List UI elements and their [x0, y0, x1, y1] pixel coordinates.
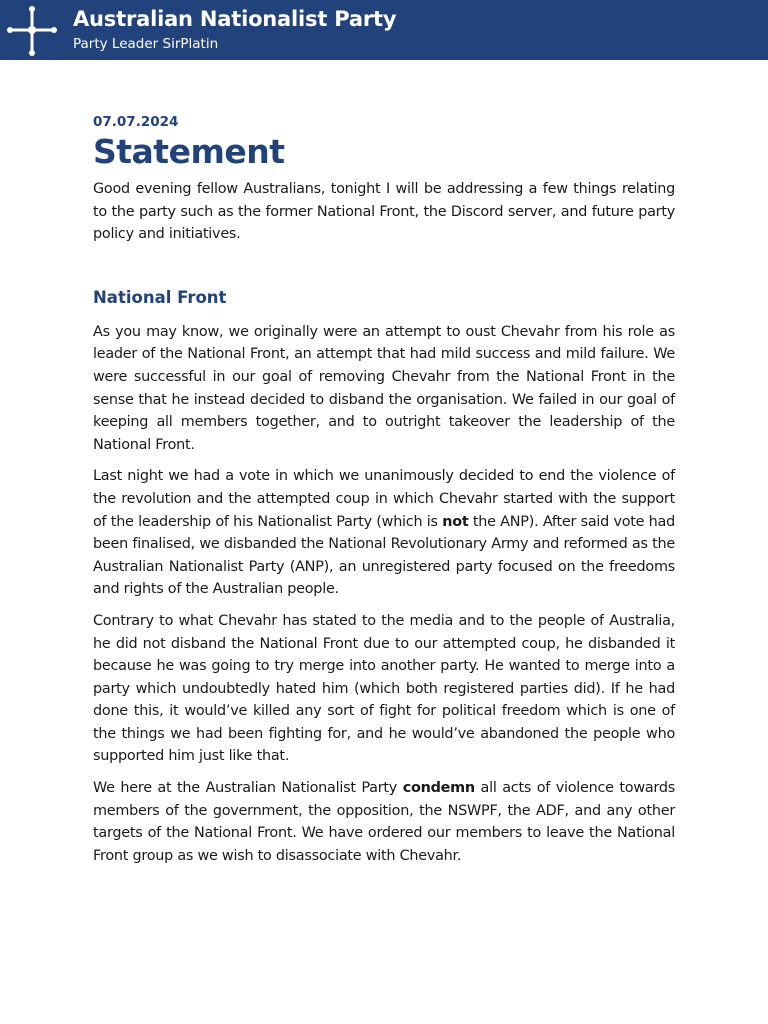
paragraph-3: Contrary to what Chevahr has stated to the media and to the people of Australia, he did not disband the National Front due to our attempted coup, he disbanded it because he was going to try merge into another party. He wanted to merge into a party which undoubtedly hated him (which both registered parties did). If he had done this, it would’ve killed any sort of fight for political freedom which is one of the things we had been fighting for, and he would’ve abandoned the people who supported him just like that.	[93, 612, 675, 765]
paragraph-2-bold: not	[442, 513, 469, 530]
paragraph-2	[93, 465, 675, 601]
article-title: Statement	[93, 132, 285, 171]
section-heading-national-front: National Front	[93, 287, 227, 307]
southern-cross-flag-icon	[6, 5, 58, 57]
party-name: Australian Nationalist Party	[73, 7, 397, 31]
party-leader: Party Leader SirPlatin	[73, 36, 219, 52]
intro-paragraph: Good evening fellow Australians, tonight I will be addressing a few things relating to the party such as the former National Front, the Discord server, and future party policy and initiatives.	[93, 181, 675, 243]
article	[93, 113, 675, 876]
article-date: 07.07.2024	[93, 114, 179, 130]
paragraph-2-text-b: the ANP). After said vote had been finalised, we disbanded the National Revolutionary Army and reformed as the Australian Nationalist Party (ANP), an unregistered party focused on the freedoms and rights of the Australian people.	[93, 513, 676, 598]
paragraph-4	[93, 777, 675, 867]
paragraph-2-text-a: Last night we had a vote in which we unanimously decided to end the violence of the revolution and the attempted coup in which Chevahr started with the support of the leadership of his Nationalist Party (which is	[93, 468, 675, 530]
paragraph-4-text-b: all acts of violence towards members of the government, the opposition, the NSWPF, the ADF, and any other targets of the National Front. We have ordered our members to leave the National Front group as we wish to disassociate with Chevahr.	[93, 780, 675, 864]
header-bar	[0, 0, 768, 60]
paragraph-4-bold: condemn	[402, 780, 475, 797]
paragraph-4-text-a: We here at the Australian Nationalist Party	[93, 780, 403, 797]
paragraph-1: As you may know, we originally were an attempt to oust Chevahr from his role as leader of the National Front, an attempt that had mild success and mild failure. We were successful in our goal of removing Chevahr from the National Front in the sense that he instead decided to disband the organisation. We failed in our goal of keeping all members together, and to outright takeover the leadership of the National Front.	[93, 323, 675, 453]
